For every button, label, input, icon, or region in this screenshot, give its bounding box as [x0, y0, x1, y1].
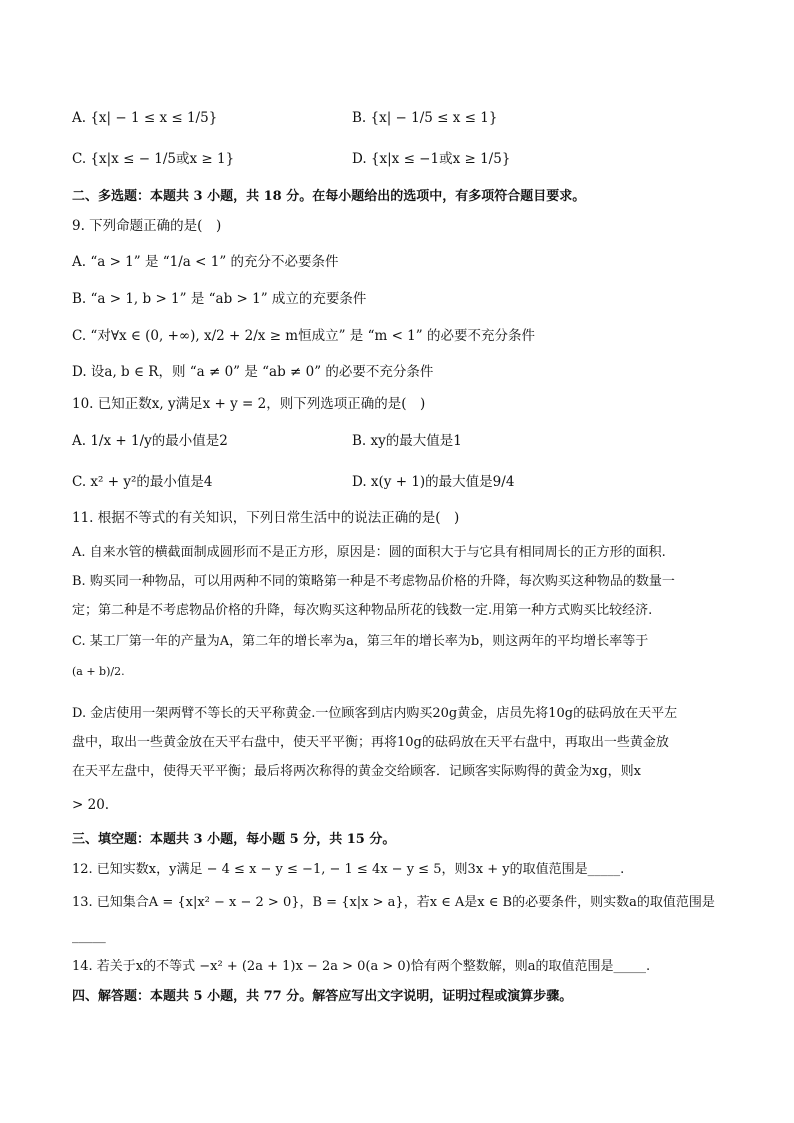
q9-option-b: B. “a > 1, b > 1” 是 “ab > 1” 成立的充要条件 — [72, 291, 367, 307]
q10-option-c: C. x² + y²的最小值是4 — [72, 474, 213, 490]
q10-option-d: D. x(y + 1)的最大值是9/4 — [352, 474, 515, 490]
q9-option-a: A. “a > 1” 是 “1/a < 1” 的充分不必要条件 — [72, 254, 339, 270]
q8-option-a: A. {x| − 1 ≤ x ≤ 1/5} — [72, 110, 218, 126]
q8-option-b: B. {x| − 1/5 ≤ x ≤ 1} — [352, 110, 498, 126]
q11-option-d-line2: 盘中，取出一些黄金放在天平右盘中，使天平平衡；再将10g的砝码放在天平右盘中，再取出一些黄金放 — [72, 735, 669, 750]
q9-option-c: C. “对∀x ∈ (0, +∞), x/2 + 2/x ≥ m恒成立” 是 “m < 1” 的必要不充分条件 — [72, 328, 535, 344]
section-2-heading: 二、多选题：本题共 3 小题，共 18 分。在每小题给出的选项中，有多项符合题目要求。 — [72, 189, 586, 204]
q10-option-a: A. 1/x + 1/y的最小值是2 — [72, 433, 228, 449]
q10-stem: 10. 已知正数x, y满足x + y = 2，则下列选项正确的是( ) — [72, 396, 426, 412]
q14-stem: 14. 若关于x的不等式 −x² + (2a + 1)x − 2a > 0(a > 0)恰有两个整数解，则a的取值范围是_____. — [72, 959, 651, 974]
q11-option-d-line3: 在天平左盘中，使得天平平衡；最后将两次称得的黄金交给顾客．记顾客实际购得的黄金为xg，则x — [72, 764, 641, 779]
q11-option-d-line1: D. 金店使用一架两臂不等长的天平称黄金.一位顾客到店内购买20g黄金，店员先将10g的砝码放在天平左 — [72, 706, 678, 721]
q11-option-b-line2: 定；第二种是不考虑物品价格的升降，每次购买这种物品所花的钱数一定.用第一种方式购买比较经济. — [72, 603, 653, 618]
q11-option-b-line1: B. 购买同一种物品，可以用两种不同的策略第一种是不考虑物品价格的升降，每次购买这种物品的数量一 — [72, 574, 675, 589]
q9-option-d: D. 设a, b ∈ R，则 “a ≠ 0” 是 “ab ≠ 0” 的必要不充分条件 — [72, 364, 434, 380]
q13-stem: 13. 已知集合A = {x|x² − x − 2 > 0}，B = {x|x > a}，若x ∈ A是x ∈ B的必要条件，则实数a的取值范围是 — [72, 895, 715, 910]
section-4-heading: 四、解答题：本题共 5 小题，共 77 分。解答应写出文字说明，证明过程或演算步骤。 — [72, 989, 573, 1004]
q13-blank: _____ — [72, 928, 106, 944]
q8-option-c: C. {x|x ≤ − 1/5或x ≥ 1} — [72, 151, 235, 167]
section-3-heading: 三、填空题：本题共 3 小题，每小题 5 分，共 15 分。 — [72, 832, 396, 847]
q11-option-d-line4: > 20. — [72, 797, 110, 813]
q9-stem: 9. 下列命题正确的是( ) — [72, 218, 222, 234]
q10-option-b: B. xy的最大值是1 — [352, 433, 462, 449]
q11-stem: 11. 根据不等式的有关知识，下列日常生活中的说法正确的是( ) — [72, 510, 460, 526]
q12-stem: 12. 已知实数x，y满足 − 4 ≤ x − y ≤ −1, − 1 ≤ 4x − y ≤ 5，则3x + y的取值范围是_____. — [72, 862, 625, 877]
q8-option-d: D. {x|x ≤ −1或x ≥ 1/5} — [352, 151, 511, 167]
q11-option-a: A. 自来水管的横截面制成圆形而不是正方形，原因是：圆的面积大于与它具有相同周长的正方形的面积. — [72, 545, 666, 560]
q11-option-c-line2: (a + b)/2. — [72, 665, 125, 678]
q11-option-c-line1: C. 某工厂第一年的产量为A，第二年的增长率为a，第三年的增长率为b，则这两年的平均增长率等于 — [72, 634, 649, 649]
